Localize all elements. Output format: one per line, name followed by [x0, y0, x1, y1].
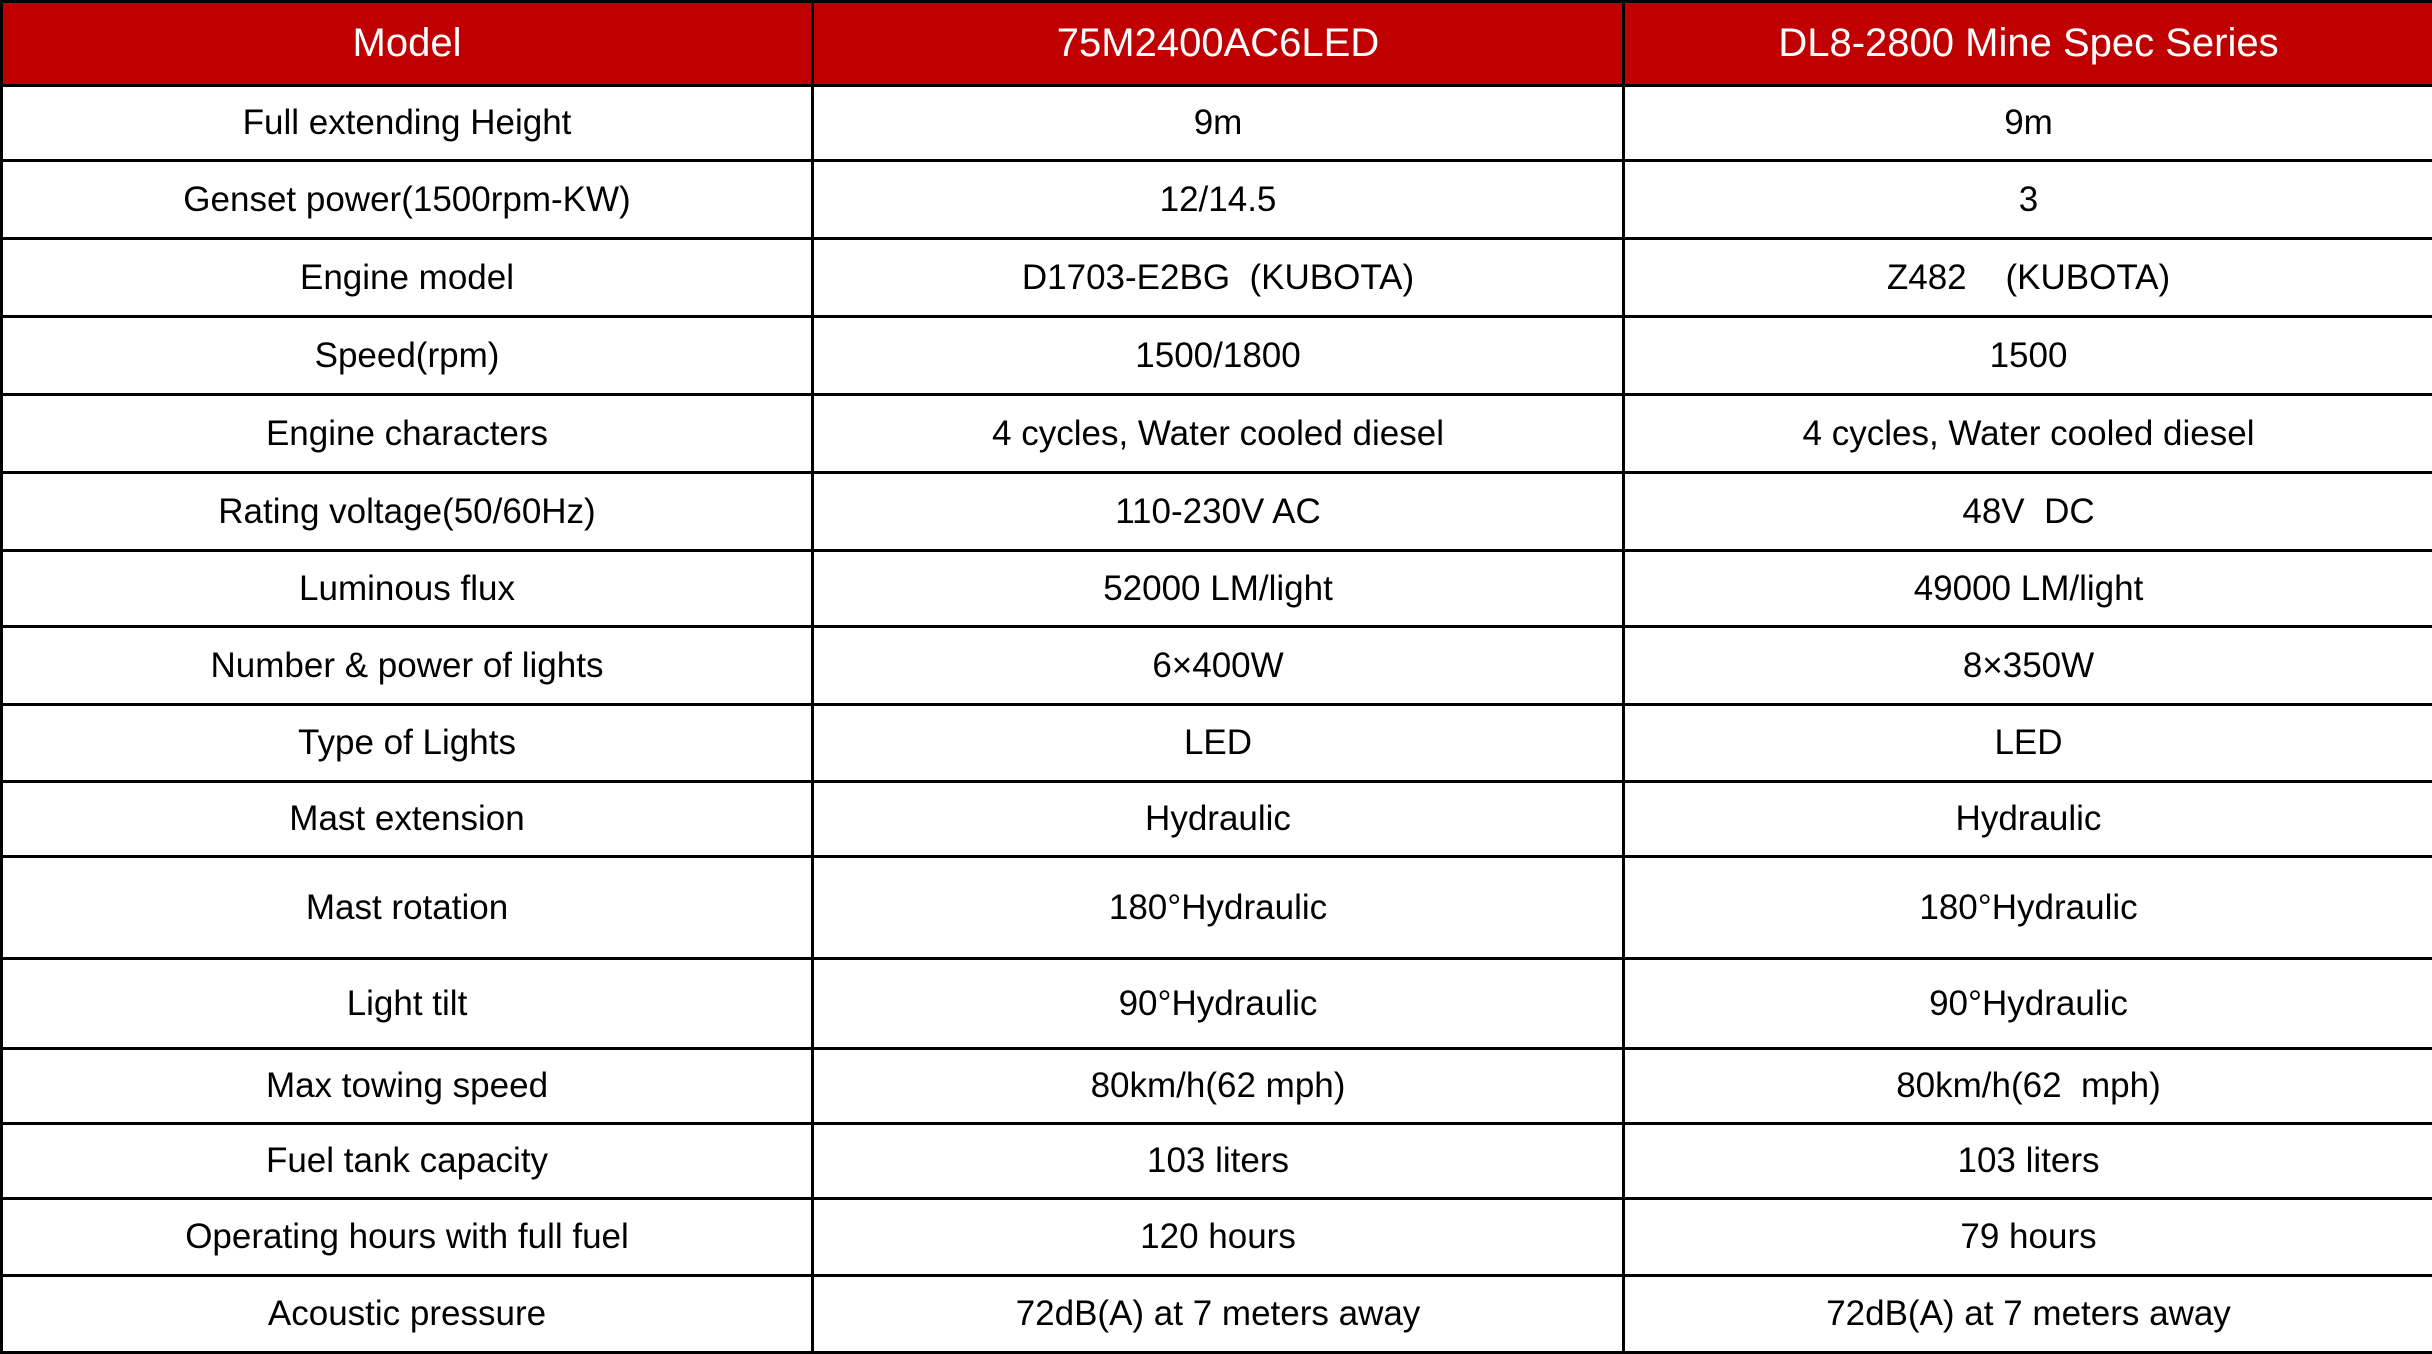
cell-model-1: 6×400W: [813, 627, 1624, 705]
cell-model-1: 4 cycles, Water cooled diesel: [813, 395, 1624, 473]
row-label: Acoustic pressure: [2, 1276, 813, 1353]
cell-model-2: Z482 (KUBOTA): [1624, 239, 2432, 317]
row-label: Mast rotation: [2, 857, 813, 959]
cell-model-1: 103 liters: [813, 1124, 1624, 1199]
row-label: Luminous flux: [2, 551, 813, 627]
cell-model-1: LED: [813, 705, 1624, 782]
table-row: [2, 1276, 2432, 1353]
cell-model-1: Hydraulic: [813, 782, 1624, 857]
cell-model-2: 103 liters: [1624, 1124, 2432, 1199]
row-label: Light tilt: [2, 959, 813, 1049]
header-model-label: Model: [2, 2, 813, 86]
table-row: [2, 782, 2432, 857]
cell-model-2: 3: [1624, 161, 2432, 239]
cell-model-2: 48V DC: [1624, 473, 2432, 551]
table-row: [2, 239, 2432, 317]
table-row: [2, 1199, 2432, 1276]
cell-model-2: 9m: [1624, 86, 2432, 161]
row-label: Type of Lights: [2, 705, 813, 782]
cell-model-1: 1500/1800: [813, 317, 1624, 395]
table-row: [2, 1049, 2432, 1124]
cell-model-2: 4 cycles, Water cooled diesel: [1624, 395, 2432, 473]
cell-model-2: 8×350W: [1624, 627, 2432, 705]
table-row: [2, 1124, 2432, 1199]
table-row: [2, 317, 2432, 395]
table-row: [2, 627, 2432, 705]
cell-model-1: 180°Hydraulic: [813, 857, 1624, 959]
cell-model-2: 72dB(A) at 7 meters away: [1624, 1276, 2432, 1353]
row-label: Genset power(1500rpm-KW): [2, 161, 813, 239]
cell-model-2: Hydraulic: [1624, 782, 2432, 857]
cell-model-2: 80km/h(62 mph): [1624, 1049, 2432, 1124]
header-model-1: 75M2400AC6LED: [813, 2, 1624, 86]
table-row: [2, 705, 2432, 782]
cell-model-1: 80km/h(62 mph): [813, 1049, 1624, 1124]
cell-model-1: 9m: [813, 86, 1624, 161]
row-label: Number & power of lights: [2, 627, 813, 705]
row-label: Fuel tank capacity: [2, 1124, 813, 1199]
cell-model-1: 110-230V AC: [813, 473, 1624, 551]
cell-model-1: 52000 LM/light: [813, 551, 1624, 627]
header-model-2: DL8-2800 Mine Spec Series: [1624, 2, 2432, 86]
row-label: Max towing speed: [2, 1049, 813, 1124]
cell-model-1: 90°Hydraulic: [813, 959, 1624, 1049]
table-row: [2, 395, 2432, 473]
cell-model-2: 79 hours: [1624, 1199, 2432, 1276]
cell-model-2: 49000 LM/light: [1624, 551, 2432, 627]
row-label: Engine characters: [2, 395, 813, 473]
row-label: Engine model: [2, 239, 813, 317]
cell-model-2: 90°Hydraulic: [1624, 959, 2432, 1049]
header-row: [2, 2, 2432, 86]
cell-model-1: 120 hours: [813, 1199, 1624, 1276]
row-label: Full extending Height: [2, 86, 813, 161]
row-label: Mast extension: [2, 782, 813, 857]
table-row: [2, 161, 2432, 239]
cell-model-2: 180°Hydraulic: [1624, 857, 2432, 959]
cell-model-1: D1703-E2BG (KUBOTA): [813, 239, 1624, 317]
cell-model-1: 72dB(A) at 7 meters away: [813, 1276, 1624, 1353]
table-row: [2, 959, 2432, 1049]
row-label: Operating hours with full fuel: [2, 1199, 813, 1276]
row-label: Rating voltage(50/60Hz): [2, 473, 813, 551]
row-label: Speed(rpm): [2, 317, 813, 395]
table-row: [2, 551, 2432, 627]
table-row: [2, 857, 2432, 959]
cell-model-2: 1500: [1624, 317, 2432, 395]
cell-model-2: LED: [1624, 705, 2432, 782]
cell-model-1: 12/14.5: [813, 161, 1624, 239]
table-row: [2, 473, 2432, 551]
table-row: [2, 86, 2432, 161]
